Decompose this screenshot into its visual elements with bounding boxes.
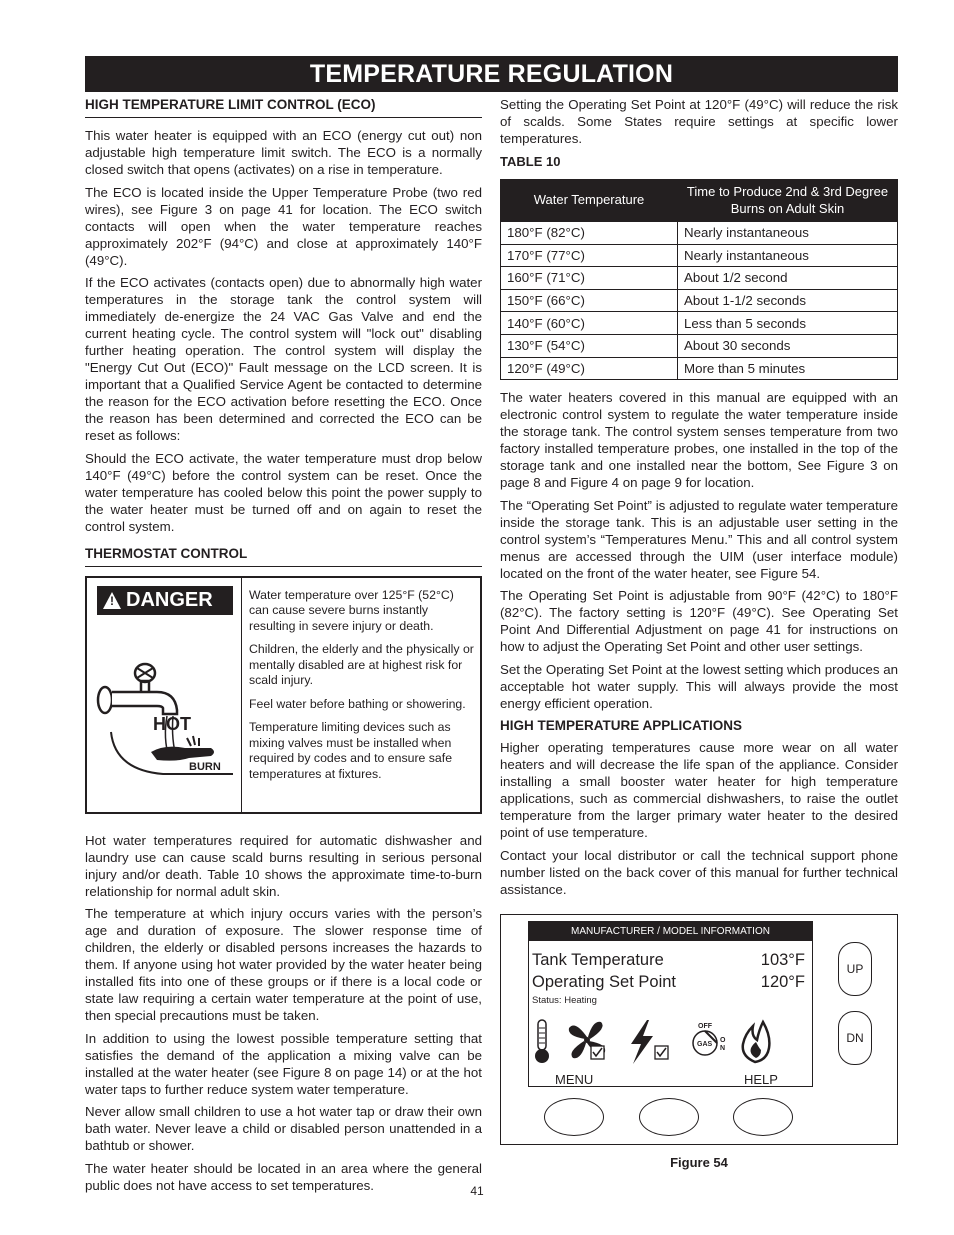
- lcd-header: MANUFACTURER / MODEL INFORMATION: [529, 922, 812, 941]
- tank-temperature-label: Tank Temperature: [532, 951, 664, 969]
- water-temperature-cell: 120°F (49°C): [501, 357, 678, 380]
- page-number: 41: [470, 1184, 484, 1198]
- burn-time-cell: More than 5 minutes: [678, 357, 898, 380]
- applications-paragraph-1: Higher operating temperatures cause more wear on all water heaters and will decrease the life span of the appliance. Consider installing a small booster water heater for high temperature applications, such as commercial dishwashers, to raise the outlet temperature from the larger primary water heater to the desired point of use temperature.: [500, 740, 898, 841]
- table-header: Time to Produce 2nd & 3rd Degree Burns on Adult Skin: [678, 180, 898, 222]
- scald-paragraph-4: Never allow small children to use a hot water tap or draw their own bath water. Never leave a child or disabled person unattended in a bathtub or shower.: [85, 1104, 482, 1153]
- eco-heading: HIGH TEMPERATURE LIMIT CONTROL (ECO): [85, 96, 482, 118]
- eco-paragraph-3: If the ECO activates (contacts open) due to abnormally high water temperatures in the storage tank the control system will immediately de-energize the 24 VAC Gas Valve and end the current heating cycle. The control system will "lock out" disabling further heating operation. The control system will display the "Energy Cut Out (ECO)" Fault message on the LCD screen. It is important that a Qualified Service Agent be contacted to determine the reason for the ECO activation before resetting the ECO. Once the reason has been determined and corrected the ECO can be reset as follows:: [85, 275, 482, 443]
- burn-label: BURN: [189, 760, 221, 773]
- danger-warning-2: Children, the elderly and the physically or mentally disabled are at highest risk for scald injury.: [249, 642, 474, 687]
- operating-set-point-row: [532, 973, 805, 992]
- setpoint-paragraph: Setting the Operating Set Point at 120°F (49°C) will reduce the risk of scalds. Some States require settings at specific lower temperatures.: [500, 97, 898, 146]
- burn-time-cell: About 30 seconds: [678, 334, 898, 357]
- hot-label: HOT: [153, 713, 191, 734]
- uim-figure: [500, 914, 898, 1145]
- thermometer-icon: [535, 1020, 549, 1063]
- water-temperature-cell: 140°F (60°C): [501, 312, 678, 335]
- hot-water-faucet-icon: [93, 648, 235, 780]
- down-button[interactable]: DN: [838, 1011, 872, 1065]
- gas-valve-icon: [693, 1023, 726, 1055]
- table-row: [501, 312, 898, 335]
- right-column: [500, 96, 898, 903]
- fan-icon: [569, 1022, 605, 1059]
- danger-badge: [97, 586, 233, 615]
- figure-caption: Figure 54: [670, 1155, 728, 1170]
- table-label: TABLE 10: [500, 154, 561, 169]
- lcd-status-icons: [535, 1018, 795, 1066]
- danger-illustration-panel: [87, 578, 242, 812]
- table-row: [501, 267, 898, 290]
- water-temperature-cell: 170°F (77°C): [501, 244, 678, 267]
- operating-set-point-value: 120°F: [760, 973, 805, 991]
- scald-paragraph-3: In addition to using the lowest possible temperature setting that satisfies the demand of the application a mixing valve can be installed at the water heater (see Figure 8 on page 14) or at the hot water taps to further reduce system water temperature.: [85, 1030, 482, 1097]
- burn-time-cell: About 1-1/2 seconds: [678, 289, 898, 312]
- status-text: Status: Heating: [532, 995, 597, 1006]
- danger-warning-3: Feel water before bathing or showering.: [249, 696, 466, 711]
- control-paragraph-1: The water heaters covered in this manual are equipped with an electronic control system to regulate the water temperature inside the storage tank. The control system senses temperature from two factory installed temperature probes, one installed in the top of the storage tank and one installed near the bottom, See Figure 3 on page 8 and Figure 4 on page 9 for location.: [500, 390, 898, 491]
- center-button[interactable]: [639, 1098, 699, 1136]
- eco-paragraph-4: Should the ECO activate, the water temperature must drop below 140°F (49°C) before the control system can be reset. Once the water temperature has cooled below this point the power supply to the water heater must be turned off and on again to reset the control system.: [85, 450, 482, 534]
- page-title: TEMPERATURE REGULATION: [85, 56, 898, 92]
- control-paragraph-3: The Operating Set Point is adjustable from 90°F (42°C) to 180°F (82°C). The factory setting is 120°F (49°C). See Operating Set Point And Differential Adjustment on page 41 for instructions on how to adjust the Operating Set Point and other user settings.: [500, 588, 898, 655]
- help-button[interactable]: [733, 1098, 793, 1136]
- danger-label: DANGER: [126, 588, 213, 611]
- tank-temperature-value: 103°F: [760, 951, 805, 969]
- control-paragraph-4: Set the Operating Set Point at the lowest setting which produces an acceptable hot water supply. This will always provide the most energy efficient operation.: [500, 661, 898, 711]
- table-row: [501, 244, 898, 267]
- burn-time-cell: Nearly instantaneous: [678, 222, 898, 245]
- tank-temperature-row: [532, 951, 805, 970]
- scald-paragraph-2: The temperature at which injury occurs varies with the person’s age and duration of exposure. The slower response time of children, the elderly or disabled persons increases the hazards to them. If anyone using hot water provided by the water heater being installed fits into one of these groups or if there is a local code or state law requiring a certain water temperature at the point of use, then special precautions must be taken.: [85, 906, 482, 1023]
- off-label: OFF: [698, 1023, 712, 1030]
- scald-paragraph-5: The water heater should be located in an area where the general public does not have access to set temperatures.: [85, 1160, 482, 1193]
- danger-text: [242, 578, 480, 812]
- warning-icon: !: [103, 592, 121, 609]
- danger-warning-4: Temperature limiting devices such as mixing valves must be installed when required by codes and to ensure safe temperatures at fixtures.: [249, 720, 453, 781]
- burn-time-cell: About 1/2 second: [678, 267, 898, 290]
- table-row: [501, 357, 898, 380]
- up-button[interactable]: UP: [838, 942, 872, 996]
- burn-time-table: [500, 179, 898, 380]
- table-row: [501, 289, 898, 312]
- scald-paragraph-1: Hot water temperatures required for automatic dishwasher and laundry use can cause scald burns resulting in serious personal injury and/or death. Table 10 shows the approximate time-to-burn relationship for normal adult skin.: [85, 832, 482, 899]
- danger-warning-1: Water temperature over 125°F (52°C) can cause severe burns instantly resulting in severe injury or death.: [249, 587, 454, 633]
- power-icon: [631, 1020, 668, 1064]
- thermostat-heading: THERMOSTAT CONTROL: [85, 545, 482, 567]
- water-temperature-cell: 150°F (66°C): [501, 289, 678, 312]
- table-header-row: [501, 180, 898, 222]
- water-temperature-cell: 160°F (71°C): [501, 267, 678, 290]
- control-paragraph-2: The “Operating Set Point” is adjusted to regulate water temperature inside the storage tank. This is an adjustable user setting in the control system’s “Temperatures Menu.” This and all control system menus are accessed through the UIM (user interface module) located on the front of the water heater, see Figure 54.: [500, 497, 898, 581]
- table-header: Water Temperature: [501, 180, 678, 222]
- eco-paragraph-1: This water heater is equipped with an ECO (energy cut out) non adjustable high temperature limit switch. The ECO is a normally closed switch that opens (activates) on a rise in temperature.: [85, 128, 482, 177]
- lcd-screen: [528, 921, 813, 1087]
- on-label-o: O: [720, 1037, 726, 1044]
- table-row: [501, 222, 898, 245]
- water-temperature-cell: 130°F (54°C): [501, 334, 678, 357]
- high-temp-applications-heading: HIGH TEMPERATURE APPLICATIONS: [500, 718, 743, 734]
- on-label-n: N: [720, 1045, 726, 1052]
- gas-label: GAS: [697, 1041, 713, 1048]
- danger-box: [85, 576, 482, 814]
- menu-label: MENU: [555, 1072, 594, 1087]
- burn-time-cell: Less than 5 seconds: [678, 312, 898, 335]
- help-label: HELP: [744, 1072, 778, 1087]
- flame-icon: [743, 1022, 770, 1062]
- water-temperature-cell: 180°F (82°C): [501, 222, 678, 245]
- eco-paragraph-2: The ECO is located inside the Upper Temperature Probe (two red wires), see Figure 3 on page 41 for location. The ECO switch contacts will open when the water temperature reaches approximately 202°F (94°C) and close at approximately 140°F (49°C).: [85, 184, 482, 268]
- menu-button[interactable]: [544, 1098, 604, 1136]
- applications-paragraph-2: Contact your local distributor or call the technical support phone number listed on the back cover of this manual for further technical assistance.: [500, 847, 898, 897]
- left-column: [85, 96, 482, 1199]
- burn-time-cell: Nearly instantaneous: [678, 244, 898, 267]
- operating-set-point-label: Operating Set Point: [532, 973, 677, 991]
- table-row: [501, 334, 898, 357]
